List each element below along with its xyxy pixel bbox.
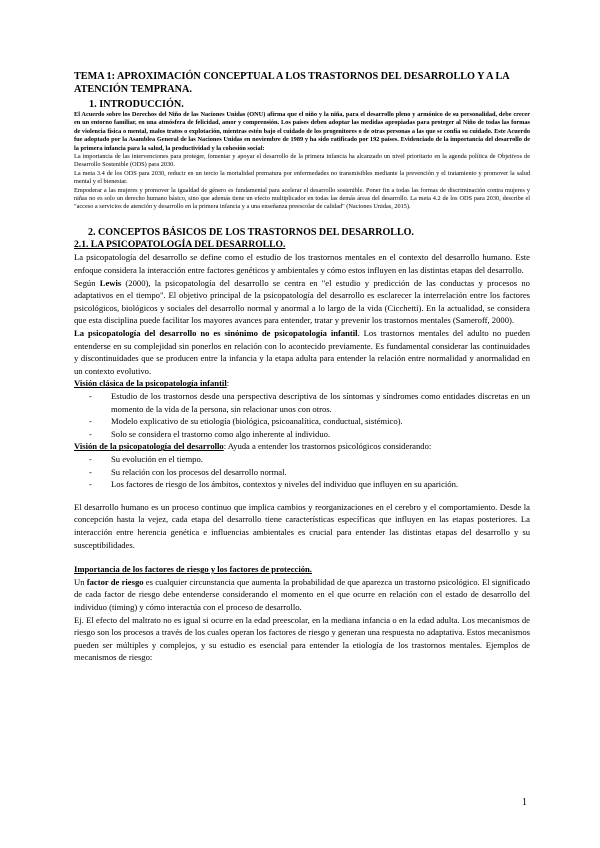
dash-bullet: - [89,466,92,477]
subheading-development [74,440,530,453]
text-run: (2000), la psicopatología del desarrollo se centra en "el estudio y predicción de las conductas y procesos no adaptativos en el tiempo". El objetivo principal de la psicopatología del desarrollo es esclarecer la interrelación entre los factores psicológicos, biológicos y sociales del desarrollo normal y anormal a lo largo de la vida (Cicchetti). En la actualidad, se considera que esta disciplina puede facilitar los mayores avances para entender, tratar y prevenir los trastornos mentales (Sameroff, 2000). [74,277,530,326]
section-1-heading: 1. INTRODUCCIÓN. [89,99,184,110]
section-2-1-heading: 2.1. LA PSICOPATOLOGÍA DEL DESARROLLO. [74,238,286,250]
subheading-classic: Visión clásica de la psicopatología infantil: [74,378,230,389]
dash-bullet: - [89,479,92,490]
dash-bullet: - [89,416,92,427]
text-run: es cualquier circunstancia que aumenta la probabilidad de que aparezca un trastorno psicológico. El significado de cada factor de riesgo debe entenderse considerando el momento en el que ocurre en relación con el estado de desarrollo del individuo (timing) y cómo interactúa con el proceso de desarrollo. [74,576,531,612]
paragraph: La psicopatología del desarrollo se define como el estudio de los trastornos mentales en el contexto del desarrollo humano. Este enfoque considera la interacción entre factores genéticos y ambientales y cómo estos influyen en las distintas etapas del desarrollo. [74,252,530,276]
paragraph: Ej. El efecto del maltrato no es igual si ocurre en la edad preescolar, en la mediana infancia o en la edad adulta. Los mecanismos de riesgo son los procesos a través de los cuales operan los factores de riesgo y generan una respuesta no adaptativa. Estos mecanismos pueden ser múltiples y complejos, y su estudio es esencial para entender la etiología de los trastornos mentales. Ejemplos de mecanismos de riesgo: [74,614,530,663]
author-name: Lewis [99,277,122,288]
list-item [74,415,530,428]
text-run: Un [74,576,87,587]
risk-heading: Importancia de los factores de riesgo y los factores de protección. [74,564,312,575]
list-item [74,453,530,466]
spacer [74,551,530,563]
text-run: . Los trastornos mentales del adulto no pueden entenderse en su complejidad sin ponerlos en relación con lo acontecido previamente. Es fundamental considerar las continuidades y discontinuidades que se producen entre la infancia y la etapa adulta para entender la relación entre normalidad y anormalidad en un contexto evolutivo. [74,328,530,376]
paragraph [74,327,530,377]
intro-paragraph: Empoderar a las mujeres y promover la igualdad de género es fundamental para acelerar el desarrollo sostenible. Poner fin a todas las formas de discriminación contra mujeres y niñas no es solo un derecho humano básico, sino que además tiene un efecto multiplicador en todas las demás áreas del desarrollo. La meta 4.2 de los ODS para 2030, describe el "acceso a servicios de atención y desarrollo en la primera infancia y a una enseñanza preescolar de calidad" (Naciones Unidas, 2015). [74,186,530,211]
bold-statement: La psicopatología del desarrollo no es sinónimo de psicopatología infantil [74,328,358,339]
section-2-heading: 2. CONCEPTOS BÁSICOS DE LOS TRASTORNOS DEL DESARROLLO. [88,226,414,238]
dash-bullet: - [89,453,92,464]
list-item-text: Solo se considera el trastorno como algo inherente al individuo. [111,428,331,439]
list-item [74,390,530,415]
list-item-text: Su relación con los procesos del desarrollo normal. [111,466,287,477]
intro-paragraph: El Acuerdo sobre los Derechos del Niño de las Naciones Unidas (ONU) afirma que el niño y la niña, para el desarrollo pleno y armónico de su personalidad, debe crecer en un entorno familiar, en una atmósfera de felicidad, amor y comprensión. Los países deben adoptar las medidas apropiadas para proteger al Niño de todas las formas de violencia física o mental, malos tratos o explotación, mientras estén bajo el cuidado de los progenitores o de otras personas a las que se confía su cuidado. Este Acuerdo fue adoptado por la Asamblea General de las Naciones Unidas en noviembre de 1989 y ha sido ratificado por 192 países. Evidenciado de la importancia del desarrollo de la primera infancia para la salud, la productividad y la cohesión social: [74,111,530,152]
page-content [74,70,530,664]
list-item [74,466,530,479]
text-run: Según [74,277,100,288]
list-item-text: Modelo explicativo de su etiología (biológica, psicoanalítica, conductual, sistémico). [111,416,403,427]
paragraph [74,277,530,327]
classic-heading: Visión clásica de la psicopatología infantil [74,378,227,389]
dash-bullet: - [89,428,92,439]
risk-heading-line [74,563,530,576]
text-run: : Ayuda a entender los trastornos psicológicos considerando: [223,441,432,452]
list-item [74,478,530,491]
intro-paragraph: La importancia de las intervenciones para proteger, fomentar y apoyar el desarrollo de la primera infancia ha alcanzado un nivel prioritario en la agenda política de Objetivos de Desarrollo Sostenible (ODS) para 2030. [74,153,530,169]
list-item-text: Su evolución en el tiempo. [111,453,203,464]
list-item-text: Estudio de los trastornos desde una perspectiva descriptiva de los síntomas y síndromes como entidades discretas en un momento de la vida de la persona, sin relacionar unos con otros. [111,391,530,414]
dev-heading: Visión de la psicopatología del desarrollo [74,441,224,452]
paragraph: El desarrollo humano es un proceso continuo que implica cambios y reorganizaciones en el cerebro y el comportamiento. Desde la concepción hasta la vejez, cada etapa del desarrollo tiene características específicas que influyen en las etapas posteriores. La interacción entre herencia genética e influencias ambientales es crucial para entender las distintas etapas del desarrollo y su susceptibilidades. [74,501,530,550]
list-item-text: Los factores de riesgo de los ámbitos, contextos y niveles del individuo que influyen en su aparición. [111,479,459,490]
dash-bullet: - [89,391,92,401]
list-item [74,428,530,441]
document-title: TEMA 1: APROXIMACIÓN CONCEPTUAL A LOS TRASTORNOS DEL DESARROLLO Y A LA ATENCIÓN TEMPRANA. [74,71,510,95]
bold-term: factor de riesgo [86,576,144,587]
paragraph [74,576,530,614]
intro-paragraph: La meta 3.4 de los ODS para 2030, reducir en un tercio la mortalidad prematura por enfermedades no transmisibles mediante la prevención y el tratamiento y promover la salud mental y el bienestar. [74,169,530,186]
page-number: 1 [522,797,527,808]
